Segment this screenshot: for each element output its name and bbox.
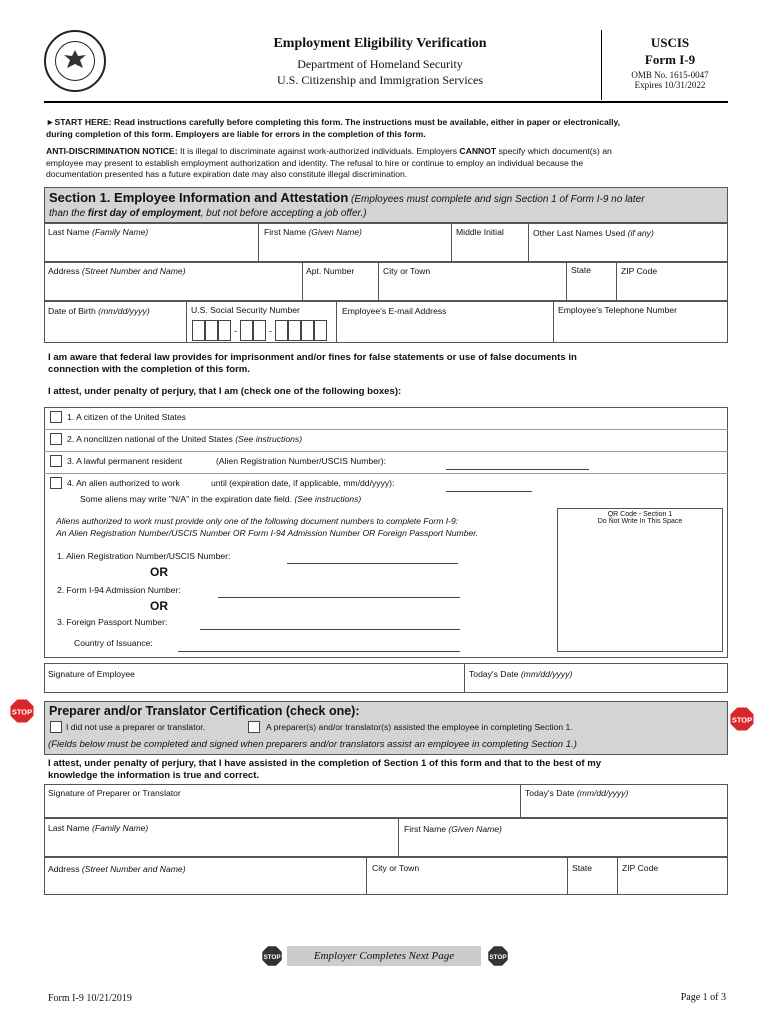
dhs-seal [44,30,106,92]
employer-next-page-banner: Employer Completes Next Page [287,946,481,966]
aliens-note: Aliens authorized to work must provide only one of the following document numbers to complete Form I-9: An Alien Registration Number/USCIS Number OR Form I-94 Admission Number OR Foreign Passport Number. [56,516,479,538]
noncitizen-national-label: 2. A noncitizen national of the United States (See instructions) [67,434,303,444]
alien-reg-input[interactable] [287,563,458,564]
svg-text:STOP: STOP [731,715,753,725]
passport-label: 3. Foreign Passport Number: [57,617,168,627]
department-name: Department of Homeland Security [297,57,463,71]
email-field[interactable]: Employee's E-mail Address [342,306,447,316]
or-divider-1: OR [150,565,168,579]
other-names-field[interactable]: Other Last Names Used (if any) [533,228,654,238]
eagle-icon [60,46,90,76]
alien-authorized-label: 4. An alien authorized to work [67,478,180,488]
expiration-label: until (expiration date, if applicable, mm/dd/yyyy): [211,478,395,488]
omb-number: OMB No. 1615-0047 [631,70,709,80]
citizen-label: 1. A citizen of the United States [67,412,186,422]
ssn-field[interactable]: - - [192,320,327,341]
city-field[interactable]: City or Town [383,266,431,276]
preparer-used-checkbox[interactable] [248,721,260,733]
page-number: Page 1 of 3 [680,992,726,1003]
preparer-last-name-field[interactable]: Last Name (Family Name) [48,823,149,833]
country-label: Country of Issuance: [74,638,153,648]
preparer-attest: I attest, under penalty of perjury, that I have assisted in the completion of Section 1 of this form and that to the best of my knowledge the information is true and correct. [48,758,602,781]
preparer-used-label: A preparer(s) and/or translator(s) assisted the employee in completing Section 1. [266,722,573,732]
i94-input[interactable] [218,597,460,598]
form-version: Form I-9 10/21/2019 [48,993,132,1004]
svg-text:STOP: STOP [489,953,507,961]
svg-text:STOP: STOP [11,707,33,717]
expiration-date: Expires 10/31/2022 [634,80,706,90]
preparer-signature-field[interactable]: Signature of Preparer or Translator [48,788,181,798]
anti-discrimination-notice: ANTI-DISCRIMINATION NOTICE: It is illegal to discriminate against work-authorized individuals. Employers CANNOT specify which document(s) an employee may present to establish employment authorization and identity. The refusal to hire or continue to employ an individual because the documentation presented has a future expiration date may also constitute illegal discrimination. [46,146,612,179]
apt-number-field[interactable]: Apt. Number [306,266,355,276]
address-field[interactable]: Address (Street Number and Name) [48,266,186,276]
header-divider [601,30,602,100]
state-field[interactable]: State [571,265,592,275]
passport-input[interactable] [200,629,460,630]
stop-sign-icon [487,945,509,967]
alien-authorized-checkbox[interactable] [50,477,62,489]
stop-sign-icon [9,698,35,724]
first-name-field[interactable]: First Name (Given Name) [264,227,362,237]
svg-text:STOP: STOP [263,953,281,961]
stop-sign-icon [261,945,283,967]
preparer-note: (Fields below must be completed and signed when preparers and/or translators assist an employee in completing Section 1.) [48,739,578,750]
preparer-address-field[interactable]: Address (Street Number and Name) [48,864,186,874]
i94-label: 2. Form I-94 Admission Number: [57,585,181,595]
preparer-state-field[interactable]: State [572,863,593,873]
alien-reg-label: 1. Alien Registration Number/USCIS Number: [57,551,231,561]
qr-code-area: QR Code - Section 1 Do Not Write In This Space [557,508,723,652]
permanent-resident-number-input[interactable] [446,469,589,470]
header-rule [44,101,728,103]
citizen-checkbox[interactable] [50,411,62,423]
preparer-zip-field[interactable]: ZIP Code [622,863,659,873]
last-name-field[interactable]: Last Name (Family Name) [48,227,149,237]
noncitizen-national-checkbox[interactable] [50,433,62,445]
employee-date-field[interactable]: Today's Date (mm/dd/yyyy) [469,669,573,679]
preparer-first-name-field[interactable]: First Name (Given Name) [404,824,502,834]
or-divider-2: OR [150,599,168,613]
employee-signature-row [44,663,728,693]
stop-sign-icon [729,706,755,732]
agency-name: U.S. Citizenship and Immigration Services [277,73,483,87]
no-preparer-checkbox[interactable] [50,721,62,733]
employee-signature-field[interactable]: Signature of Employee [48,669,135,679]
zip-field[interactable]: ZIP Code [621,266,658,276]
expiration-date-input[interactable] [446,491,532,492]
na-note: Some aliens may write "N/A" in the expiration date field. (See instructions) [80,494,362,504]
permanent-resident-checkbox[interactable] [50,455,62,467]
ssn-label: U.S. Social Security Number [191,305,300,315]
dob-field[interactable]: Date of Birth (mm/dd/yyyy) [48,306,150,316]
start-here-notice: ►START HERE: Read instructions carefully before completing this form. The instructions must be available, either in paper or electronically, during completion of this form. Employers are liable for errors in the completion of this form. [46,117,621,139]
aware-statement: I am aware that federal law provides for imprisonment and/or fines for false statements or use of false documents in connection with the completion of this form. [48,352,577,375]
form-title: Employment Eligibility Verification [273,36,487,51]
uscis-label: USCIS [650,35,690,50]
preparer-header: Preparer and/or Translator Certification (check one): [44,701,728,755]
form-number: Form I-9 [644,52,696,67]
country-input[interactable] [178,651,460,652]
alien-number-label: (Alien Registration Number/USCIS Number): [216,456,387,466]
phone-field[interactable]: Employee's Telephone Number [558,305,677,315]
middle-initial-field[interactable]: Middle Initial [456,227,504,237]
preparer-city-field[interactable]: City or Town [372,863,420,873]
attest-statement: I attest, under penalty of perjury, that I am (check one of the following boxes): [48,386,402,397]
section1-header: Section 1. Employee Information and Attestation (Employees must complete and sign Section 1 of Form I-9 no later than the first day of employment, but not before accepting a job offer.) [44,187,728,223]
preparer-date-field[interactable]: Today's Date (mm/dd/yyyy) [525,788,629,798]
no-preparer-label: I did not use a preparer or translator. [66,722,206,732]
permanent-resident-label: 3. A lawful permanent resident [67,456,183,466]
